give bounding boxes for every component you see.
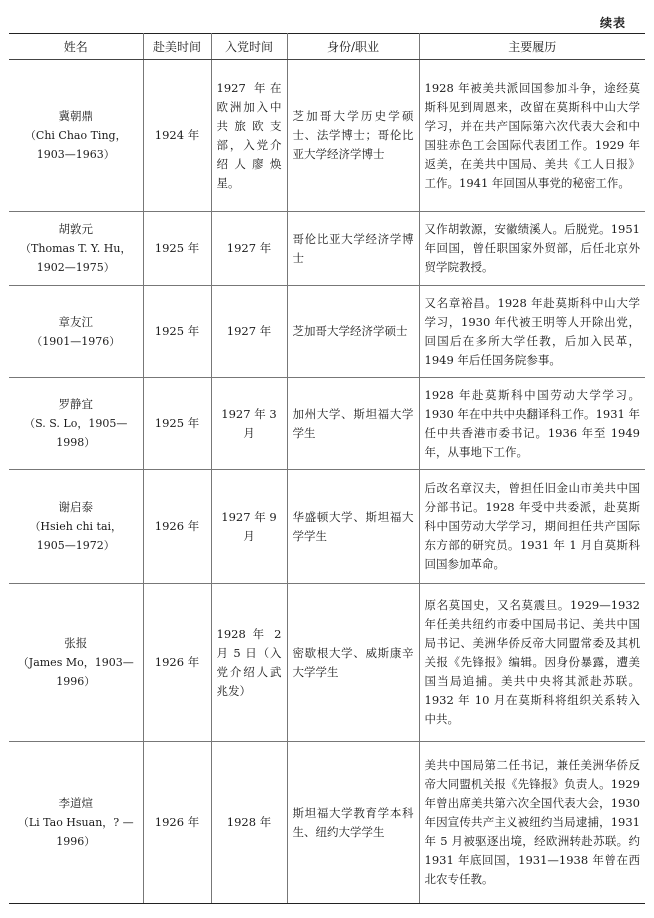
cell-arrival: 1925 年 — [143, 378, 211, 470]
cell-name — [9, 286, 143, 378]
cell-history: 原名莫国史，又名莫震旦。1929—1932 年任美共纽约市委中国局书记、美共中国局书记、美洲华侨反帝大同盟常委及其机关报《先锋报》编辑。因身份暴露，遭美国当局追捕。美共中央将其派赴苏联。1932 年 10 月在莫斯科将组织关系转入中共。 — [419, 584, 645, 742]
header-name: 姓名 — [9, 34, 143, 60]
cell-name — [9, 378, 143, 470]
name-english: （S. S. Lo，1905—1998） — [24, 417, 128, 449]
name-chinese: 冀朝鼎 — [58, 109, 93, 123]
cell-arrival: 1926 年 — [143, 742, 211, 904]
cell-join: 1927 年 — [211, 212, 287, 286]
table-row — [9, 60, 645, 212]
cell-arrival: 1926 年 — [143, 470, 211, 584]
name-years: 1903—1963） — [36, 148, 115, 161]
cell-join: 1928 年 — [211, 742, 287, 904]
name-chinese: 谢启泰 — [58, 500, 93, 514]
name-chinese: 罗静宜 — [58, 397, 93, 411]
table-row — [9, 742, 645, 904]
cell-arrival: 1925 年 — [143, 286, 211, 378]
cell-join: 1927 年 — [211, 286, 287, 378]
header-identity: 身份/职业 — [287, 34, 419, 60]
cell-join: 1927 年在欧洲加入中共旅欧支部，入党介绍人廖焕星。 — [211, 60, 287, 212]
cell-identity: 哥伦比亚大学经济学博士 — [287, 212, 419, 286]
cell-name — [9, 212, 143, 286]
header-history: 主要履历 — [419, 34, 645, 60]
cell-name — [9, 742, 143, 904]
table-header-row — [9, 34, 645, 60]
cell-name — [9, 60, 143, 212]
cell-identity: 华盛顿大学、斯坦福大学学生 — [287, 470, 419, 584]
cell-history: 美共中国局第二任书记，兼任美洲华侨反帝大同盟机关报《先锋报》负责人。1929 年曾出席美共第六次全国代表大会，1930 年因宣传共产主义被纽约当局逮捕，1931 年 5 月被驱逐出境，经欧洲转赴苏联。约 1931 年底回国，1931—1938 年曾在西北农专任教。 — [419, 742, 645, 904]
cell-identity: 芝加哥大学历史学硕士、法学博士；哥伦比亚大学经济学博士 — [287, 60, 419, 212]
cell-identity: 芝加哥大学经济学硕士 — [287, 286, 419, 378]
cell-name — [9, 470, 143, 584]
name-chinese: 张报 — [64, 636, 88, 650]
name-chinese: 章友江 — [58, 314, 93, 329]
cell-arrival: 1924 年 — [143, 60, 211, 212]
name-english: （James Mo，1903—1996） — [17, 656, 134, 688]
name-english: （Li Tao Hsuan，? —1996） — [17, 816, 134, 848]
table-row — [9, 378, 645, 470]
name-english: （Thomas T. Y. Hu， — [20, 242, 132, 255]
table-row — [9, 584, 645, 742]
table-row — [9, 470, 645, 584]
name-english: （1901—1976） — [31, 334, 121, 348]
cell-history: 后改名章汉夫，曾担任旧金山市美共中国分部书记。1928 年受中共委派，赴莫斯科中国劳动大学学习，期间担任共产国际东方部的研究员。1931 年 1 月自莫斯科回国参加革命。 — [419, 470, 645, 584]
cell-name — [9, 584, 143, 742]
name-years: 1905—1972） — [36, 539, 115, 552]
cell-join: 1928 年 2 月 5 日（入党介绍人武兆发） — [211, 584, 287, 742]
name-english: （Hsieh chi tai， — [29, 520, 123, 533]
cell-arrival: 1925 年 — [143, 212, 211, 286]
cell-join: 1927 年 9 月 — [211, 470, 287, 584]
name-years: 1902—1975） — [36, 261, 115, 274]
cell-identity: 加州大学、斯坦福大学学生 — [287, 378, 419, 470]
cell-history: 1928 年被美共派回国参加斗争，途经莫斯科见到周恩来，改留在莫斯科中山大学学习，并在共产国际第六次代表大会和中国驻赤色工会国际代表团工作。1929 年返美，在美共中国局、美共《工人日报》工作。1941 年回国从事党的秘密工作。 — [419, 60, 645, 212]
header-join-party-time: 入党时间 — [211, 34, 287, 60]
cell-history: 又名章裕昌。1928 年赴莫斯科中山大学学习，1930 年代被王明等人开除出党，回国后在多所大学任教，后加入民革，1949 年后任国务院参事。 — [419, 286, 645, 378]
cell-arrival: 1926 年 — [143, 584, 211, 742]
table-continued-caption: 续表 — [599, 16, 626, 30]
cell-join: 1927 年 3 月 — [211, 378, 287, 470]
cell-identity: 密歇根大学、威斯康辛大学学生 — [287, 584, 419, 742]
table-row — [9, 212, 645, 286]
name-chinese: 李道煊 — [58, 796, 93, 810]
cell-history: 又作胡敦源，安徽绩溪人。后脱党。1951 年回国，曾任职国家外贸部，后任北京外贸学院教授。 — [419, 212, 645, 286]
biography-table — [9, 33, 645, 904]
name-chinese: 胡敦元 — [58, 222, 93, 236]
header-arrival-time: 赴美时间 — [143, 34, 211, 60]
cell-identity: 斯坦福大学教育学本科生、纽约大学学生 — [287, 742, 419, 904]
table-row — [9, 286, 645, 378]
cell-history: 1928 年赴莫斯科中国劳动大学学习。1930 年在中共中央翻译科工作。1931 年任中共香港市委书记。1936 年至 1949 年，从事地下工作。 — [419, 378, 645, 470]
name-english: （Chi Chao Ting， — [24, 129, 127, 142]
